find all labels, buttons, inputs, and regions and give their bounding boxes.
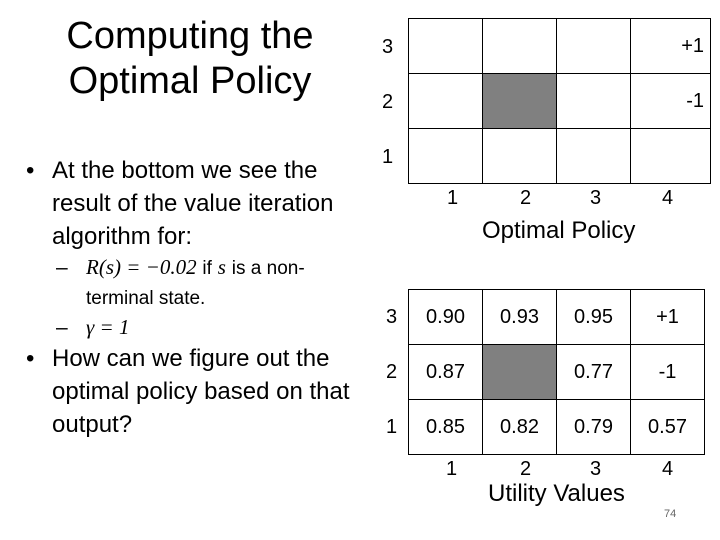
sub-bullet-dash: – bbox=[56, 256, 68, 279]
grid-row bbox=[409, 19, 711, 74]
sub-bullet-item bbox=[56, 313, 356, 342]
col-label: 1 bbox=[447, 187, 459, 209]
grid-row bbox=[409, 400, 705, 455]
bullet-item bbox=[26, 342, 356, 441]
grid-cell bbox=[557, 74, 631, 129]
grid-row bbox=[409, 290, 705, 345]
row-label: 2 bbox=[382, 91, 394, 113]
sub-bullet-dash: – bbox=[56, 316, 68, 339]
bullet-dot: • bbox=[26, 157, 35, 184]
grid-row bbox=[409, 345, 705, 400]
wall-cell bbox=[483, 74, 557, 129]
policy-caption: Optimal Policy bbox=[482, 217, 636, 244]
state-variable: s bbox=[217, 255, 226, 279]
grid-cell bbox=[557, 19, 631, 74]
policy-grid bbox=[408, 18, 711, 184]
row-label: 3 bbox=[386, 306, 398, 328]
col-label: 2 bbox=[520, 187, 532, 209]
grid-cell: 0.90 bbox=[409, 290, 483, 345]
gamma-formula: γ = 1 bbox=[86, 315, 130, 339]
utility-grid bbox=[408, 289, 705, 455]
grid-cell: 0.57 bbox=[631, 400, 705, 455]
sub-bullet-text: is a non-terminal state. bbox=[86, 258, 305, 309]
row-label: 2 bbox=[386, 361, 398, 383]
grid-cell bbox=[483, 129, 557, 184]
grid-cell: -1 bbox=[631, 345, 705, 400]
grid-cell bbox=[409, 129, 483, 184]
grid-cell: +1 bbox=[631, 290, 705, 345]
grid-cell: +1 bbox=[631, 19, 711, 74]
bullet-item bbox=[26, 154, 356, 253]
grid-row bbox=[409, 74, 711, 129]
col-label: 2 bbox=[520, 458, 532, 480]
bullet-text: At the bottom we see the result of the value iteration algorithm for: bbox=[52, 157, 334, 250]
grid-cell: 0.79 bbox=[557, 400, 631, 455]
col-label: 3 bbox=[590, 458, 602, 480]
row-label: 1 bbox=[382, 146, 394, 168]
col-label: 4 bbox=[662, 458, 674, 480]
row-label: 3 bbox=[382, 36, 394, 58]
sub-bullet-item bbox=[56, 253, 356, 313]
page-number: 74 bbox=[664, 508, 677, 520]
grid-cell bbox=[483, 19, 557, 74]
reward-formula: R(s) = −0.02 bbox=[86, 255, 197, 279]
row-label: 1 bbox=[386, 416, 398, 438]
col-label: 4 bbox=[662, 187, 674, 209]
grid-cell bbox=[409, 74, 483, 129]
utility-caption: Utility Values bbox=[488, 480, 625, 507]
wall-cell bbox=[483, 345, 557, 400]
grid-cell: 0.85 bbox=[409, 400, 483, 455]
bullet-dot: • bbox=[26, 345, 35, 372]
col-label: 3 bbox=[590, 187, 602, 209]
grid-cell: 0.82 bbox=[483, 400, 557, 455]
grid-cell bbox=[631, 129, 711, 184]
slide-title: Computing the Optimal Policy bbox=[66, 15, 314, 102]
if-word: if bbox=[202, 258, 212, 279]
bullet-list bbox=[26, 154, 356, 441]
grid-cell: 0.87 bbox=[409, 345, 483, 400]
grid-cell: 0.95 bbox=[557, 290, 631, 345]
grid-cell: 0.77 bbox=[557, 345, 631, 400]
grid-row bbox=[409, 129, 711, 184]
grid-cell bbox=[409, 19, 483, 74]
grid-cell: 0.93 bbox=[483, 290, 557, 345]
grid-cell: -1 bbox=[631, 74, 711, 129]
col-label: 1 bbox=[446, 458, 458, 480]
bullet-text: How can we figure out the optimal policy based on that output? bbox=[52, 345, 350, 438]
grid-cell bbox=[557, 129, 631, 184]
